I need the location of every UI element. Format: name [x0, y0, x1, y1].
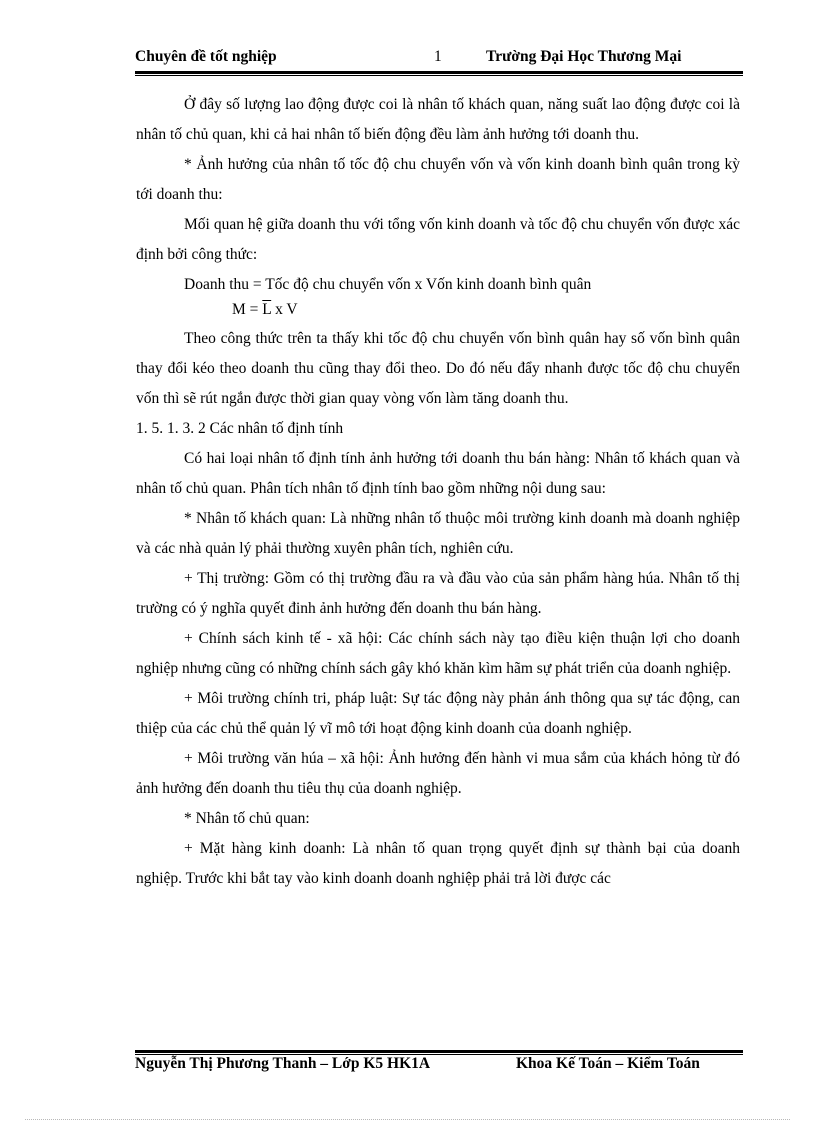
- paragraph: + Thị trường: Gồm có thị trường đầu ra và đầu vào của sản phẩm hàng húa. Nhân tố thị trường có ý nghĩa quyết đinh ảnh hưởng đến doanh thu bán hàng.: [136, 570, 740, 617]
- paragraph: Ở đây số lượng lao động được coi là nhân tố khách quan, năng suất lao động được coi là nhân tố chủ quan, khi cả hai nhân tố biến động đều làm ảnh hưởng tới doanh thu.: [136, 96, 740, 143]
- paragraph: + Môi trường văn húa – xã hội: Ảnh hưởng đến hành vi mua sắm của khách hỏng từ đó ảnh hưởng đến doanh thu tiêu thụ của doanh nghiệp.: [136, 750, 740, 797]
- formula-symbolic: [136, 296, 740, 324]
- footer-author: Nguyễn Thị Phương Thanh – Lớp K5 HK1A: [135, 1055, 431, 1072]
- footer-department: Khoa Kế Toán – Kiểm Toán: [516, 1055, 700, 1072]
- page-footer: [135, 1055, 742, 1077]
- formula-text: Doanh thu = Tốc độ chu chuyển vốn x Vốn kinh doanh bình quân: [184, 276, 592, 293]
- paragraph: + Chính sách kinh tế - xã hội: Các chính sách này tạo điều kiện thuận lợi cho doanh nghiệp nhưng cũng có những chính sách gây khó khăn kìm hãm sự phát triển của doanh nghiệp.: [136, 630, 740, 677]
- formula-l-bar: $\overline{L}$: [262, 301, 272, 318]
- paragraph: Mối quan hệ giữa doanh thu với tổng vốn kinh doanh và tốc độ chu chuyển vốn được xác định bởi công thức:: [136, 216, 740, 263]
- document-body: [136, 90, 740, 894]
- formula-rhs: x V: [271, 301, 298, 318]
- paragraph: Theo công thức trên ta thấy khi tốc độ chu chuyển vốn bình quân hay số vốn bình quân thay đổi kéo theo doanh thu cũng thay đổi theo. Do đó nếu đẩy nhanh được tốc độ chu chuyển vốn thì sẽ rút ngắn được thời gian quay vòng vốn làm tăng doanh thu.: [136, 330, 740, 407]
- page-number: 1: [434, 48, 442, 65]
- paragraph: Có hai loại nhân tố định tính ảnh hưởng tới doanh thu bán hàng: Nhân tố khách quan và nhân tố chủ quan. Phân tích nhân tố định tính bao gồm những nội dung sau:: [136, 450, 740, 497]
- header-university: Trường Đại Học Thương Mại: [486, 48, 682, 65]
- page-header: [135, 48, 742, 70]
- page-boundary: [25, 1119, 790, 1120]
- header-title: Chuyên đề tốt nghiệp: [135, 48, 277, 65]
- paragraph: * Nhân tố khách quan: Là những nhân tố thuộc môi trường kinh doanh mà doanh nghiệp và các nhà quản lý phải thường xuyên phân tích, nghiên cứu.: [136, 510, 740, 557]
- paragraph: * Nhân tố chủ quan:: [184, 810, 310, 827]
- formula-lhs: M =: [232, 301, 263, 318]
- header-rule: [135, 71, 743, 76]
- paragraph: * Ảnh hưởng của nhân tố tốc độ chu chuyển vốn và vốn kinh doanh bình quân trong kỳ tới doanh thu:: [136, 156, 740, 203]
- section-heading: 1. 5. 1. 3. 2 Các nhân tố định tính: [136, 420, 344, 437]
- paragraph: + Mặt hàng kinh doanh: Là nhân tố quan trọng quyết định sự thành bại của doanh nghiệp. Trước khi bắt tay vào kinh doanh doanh nghiệp phải trả lời được các: [136, 840, 740, 887]
- paragraph: + Môi trường chính tri, pháp luật: Sự tác động này phản ánh thông qua sự tác động, can thiệp của các chủ thể quản lý vĩ mô tới hoạt động kinh doanh của doanh nghiệp.: [136, 690, 740, 737]
